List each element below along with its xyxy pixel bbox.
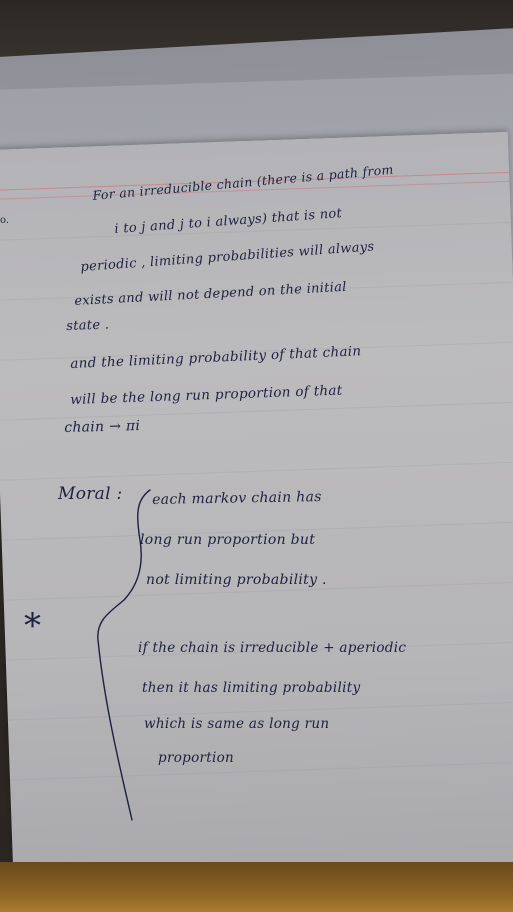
moral2-line: if the chain is irreducible + aperiodic	[138, 640, 407, 656]
moral-line: long run proportion but	[140, 532, 316, 548]
note-line: will be the long run proportion of that	[70, 382, 343, 408]
moral-line: each markov chain has	[152, 489, 322, 508]
margin-mark: o.	[0, 215, 10, 226]
note-line: For an irreducible chain (there is a path from	[92, 161, 395, 203]
note-line: chain → πi	[64, 418, 141, 436]
moral2-line: proportion	[158, 750, 235, 766]
moral2-line: then it has limiting probability	[142, 680, 361, 696]
moral2-line: which is same as long run	[144, 716, 330, 732]
note-line: state .	[66, 317, 110, 334]
note-line: and the limiting probability of that chain	[70, 343, 362, 372]
note-line: periodic , limiting probabilities will always	[80, 239, 375, 275]
moral-line: not limiting probability .	[146, 572, 327, 588]
moral-label: Moral :	[58, 484, 123, 504]
star-mark: *	[24, 606, 42, 646]
note-line: exists and will not depend on the initial	[74, 279, 348, 309]
note-line: i to j and j to i always) that is not	[114, 206, 343, 237]
